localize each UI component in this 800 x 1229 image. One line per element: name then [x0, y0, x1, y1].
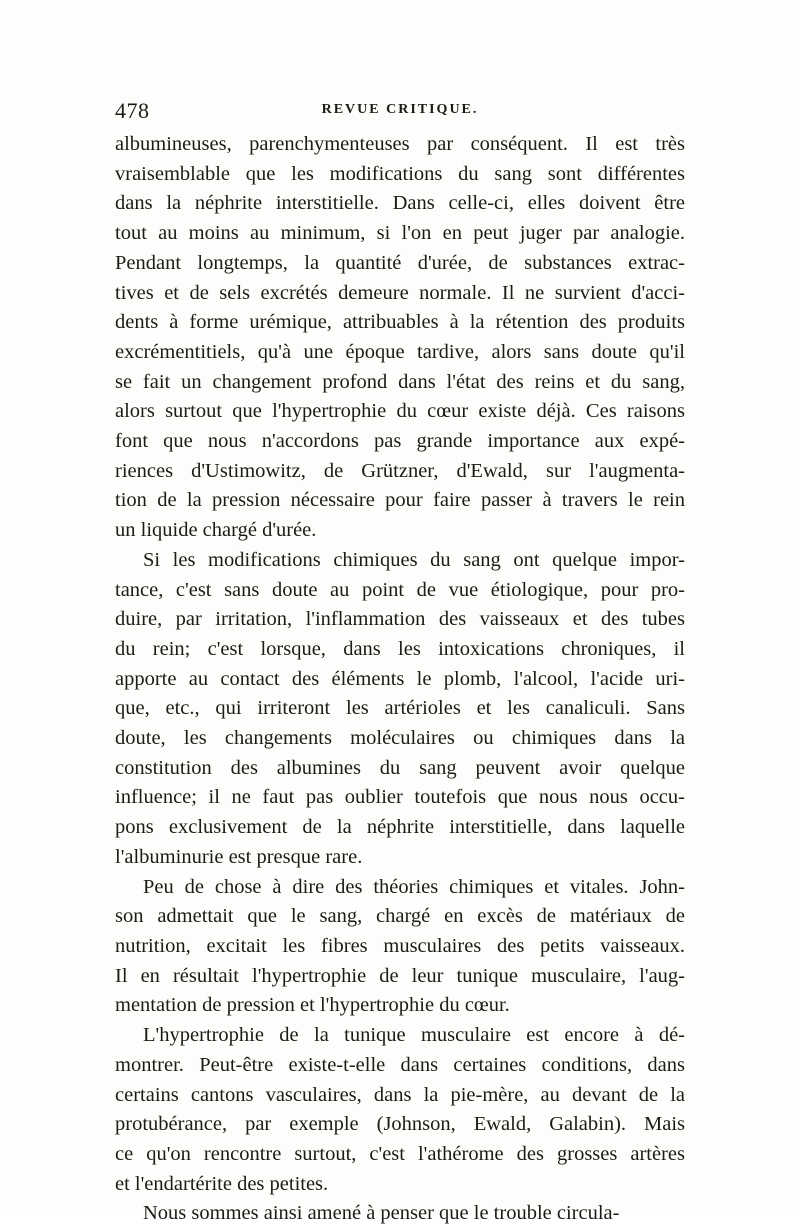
text-line: du rein; c'est lorsque, dans les intoxications chroniques, il	[115, 637, 685, 660]
text-line: son admettait que le sang, chargé en excès de matériaux de	[115, 905, 685, 928]
text-line: Pendant longtemps, la quantité d'urée, de substances extrac-	[115, 251, 685, 274]
text-line: tout au moins au minimum, si l'on en peut juger par analogie.	[115, 222, 685, 245]
text-line: apporte au contact des éléments le plomb, l'alcool, l'acide uri-	[115, 667, 685, 690]
paragraph	[115, 130, 685, 546]
text-line: L'hypertrophie de la tunique musculaire est encore à dé-	[143, 1024, 685, 1047]
text-line: riences d'Ustimowitz, de Grützner, d'Ewald, sur l'augmenta-	[115, 459, 685, 482]
paragraph	[115, 1021, 685, 1199]
text-line: font que nous n'accordons pas grande importance aux expé-	[115, 430, 685, 453]
text-line: duire, par irritation, l'inflammation des vaisseaux et des tubes	[115, 608, 685, 631]
text-line: tion de la pression nécessaire pour faire passer à travers le rein	[115, 489, 685, 512]
body-text	[115, 130, 685, 1229]
text-line: vraisemblable que les modifications du sang sont différentes	[115, 162, 685, 185]
text-line: ce qu'on rencontre surtout, c'est l'athérome des grosses artères	[115, 1142, 685, 1165]
text-line: un liquide chargé d'urée.	[115, 519, 317, 542]
text-line: dans la néphrite interstitielle. Dans celle-ci, elles doivent être	[115, 192, 685, 215]
text-line: dents à forme urémique, attribuables à la rétention des produits	[115, 311, 685, 334]
running-title: REVUE CRITIQUE.	[321, 102, 479, 117]
text-line: Peu de chose à dire des théories chimiques et vitales. John-	[143, 875, 685, 898]
text-line: que, etc., qui irriteront les artérioles et les canaliculi. Sans	[115, 697, 685, 720]
text-line: Nous sommes ainsi amené à penser que le trouble circula-	[143, 1202, 620, 1225]
text-line: montrer. Peut-être existe-t-elle dans certaines conditions, dans	[115, 1053, 685, 1076]
text-line: se fait un changement profond dans l'état des reins et du sang,	[115, 370, 685, 393]
text-line: albumineuses, parenchymenteuses par conséquent. Il est très	[115, 133, 685, 155]
text-line: doute, les changements moléculaires ou chimiques dans la	[115, 727, 685, 750]
page-number: 478	[115, 98, 150, 123]
text-line: pons exclusivement de la néphrite interstitielle, dans laquelle	[115, 816, 685, 839]
text-line: certains cantons vasculaires, dans la pie-mère, au devant de la	[115, 1083, 685, 1106]
text-line: influence; il ne faut pas oublier toutefois que nous nous occu-	[115, 786, 685, 809]
text-line: mentation de pression et l'hypertrophie du cœur.	[115, 994, 510, 1017]
text-line: constitution des albumines du sang peuvent avoir quelque	[115, 756, 685, 779]
text-line: tives et de sels excrétés demeure normale. Il ne survient d'acci-	[115, 281, 685, 304]
text-line: tance, c'est sans doute au point de vue étiologique, pour pro-	[115, 578, 685, 601]
text-line: Il en résultait l'hypertrophie de leur tunique musculaire, l'aug-	[115, 964, 685, 987]
paragraph	[115, 873, 685, 1022]
text-line: protubérance, par exemple (Johnson, Ewald, Galabin). Mais	[115, 1113, 685, 1136]
text-line: et l'endartérite des petites.	[115, 1172, 329, 1195]
text-line: alors surtout que l'hypertrophie du cœur existe déjà. Ces raisons	[115, 400, 685, 423]
text-line: nutrition, excitait les fibres musculaires des petits vaisseaux.	[115, 934, 685, 957]
text-line: Si les modifications chimiques du sang ont quelque impor-	[143, 548, 685, 571]
text-line: l'albuminurie est presque rare.	[115, 845, 363, 868]
paragraph	[115, 1199, 685, 1229]
paragraph	[115, 546, 685, 873]
running-head	[115, 98, 685, 128]
text-line: excrémentitiels, qu'à une époque tardive, alors sans doute qu'il	[115, 340, 685, 363]
